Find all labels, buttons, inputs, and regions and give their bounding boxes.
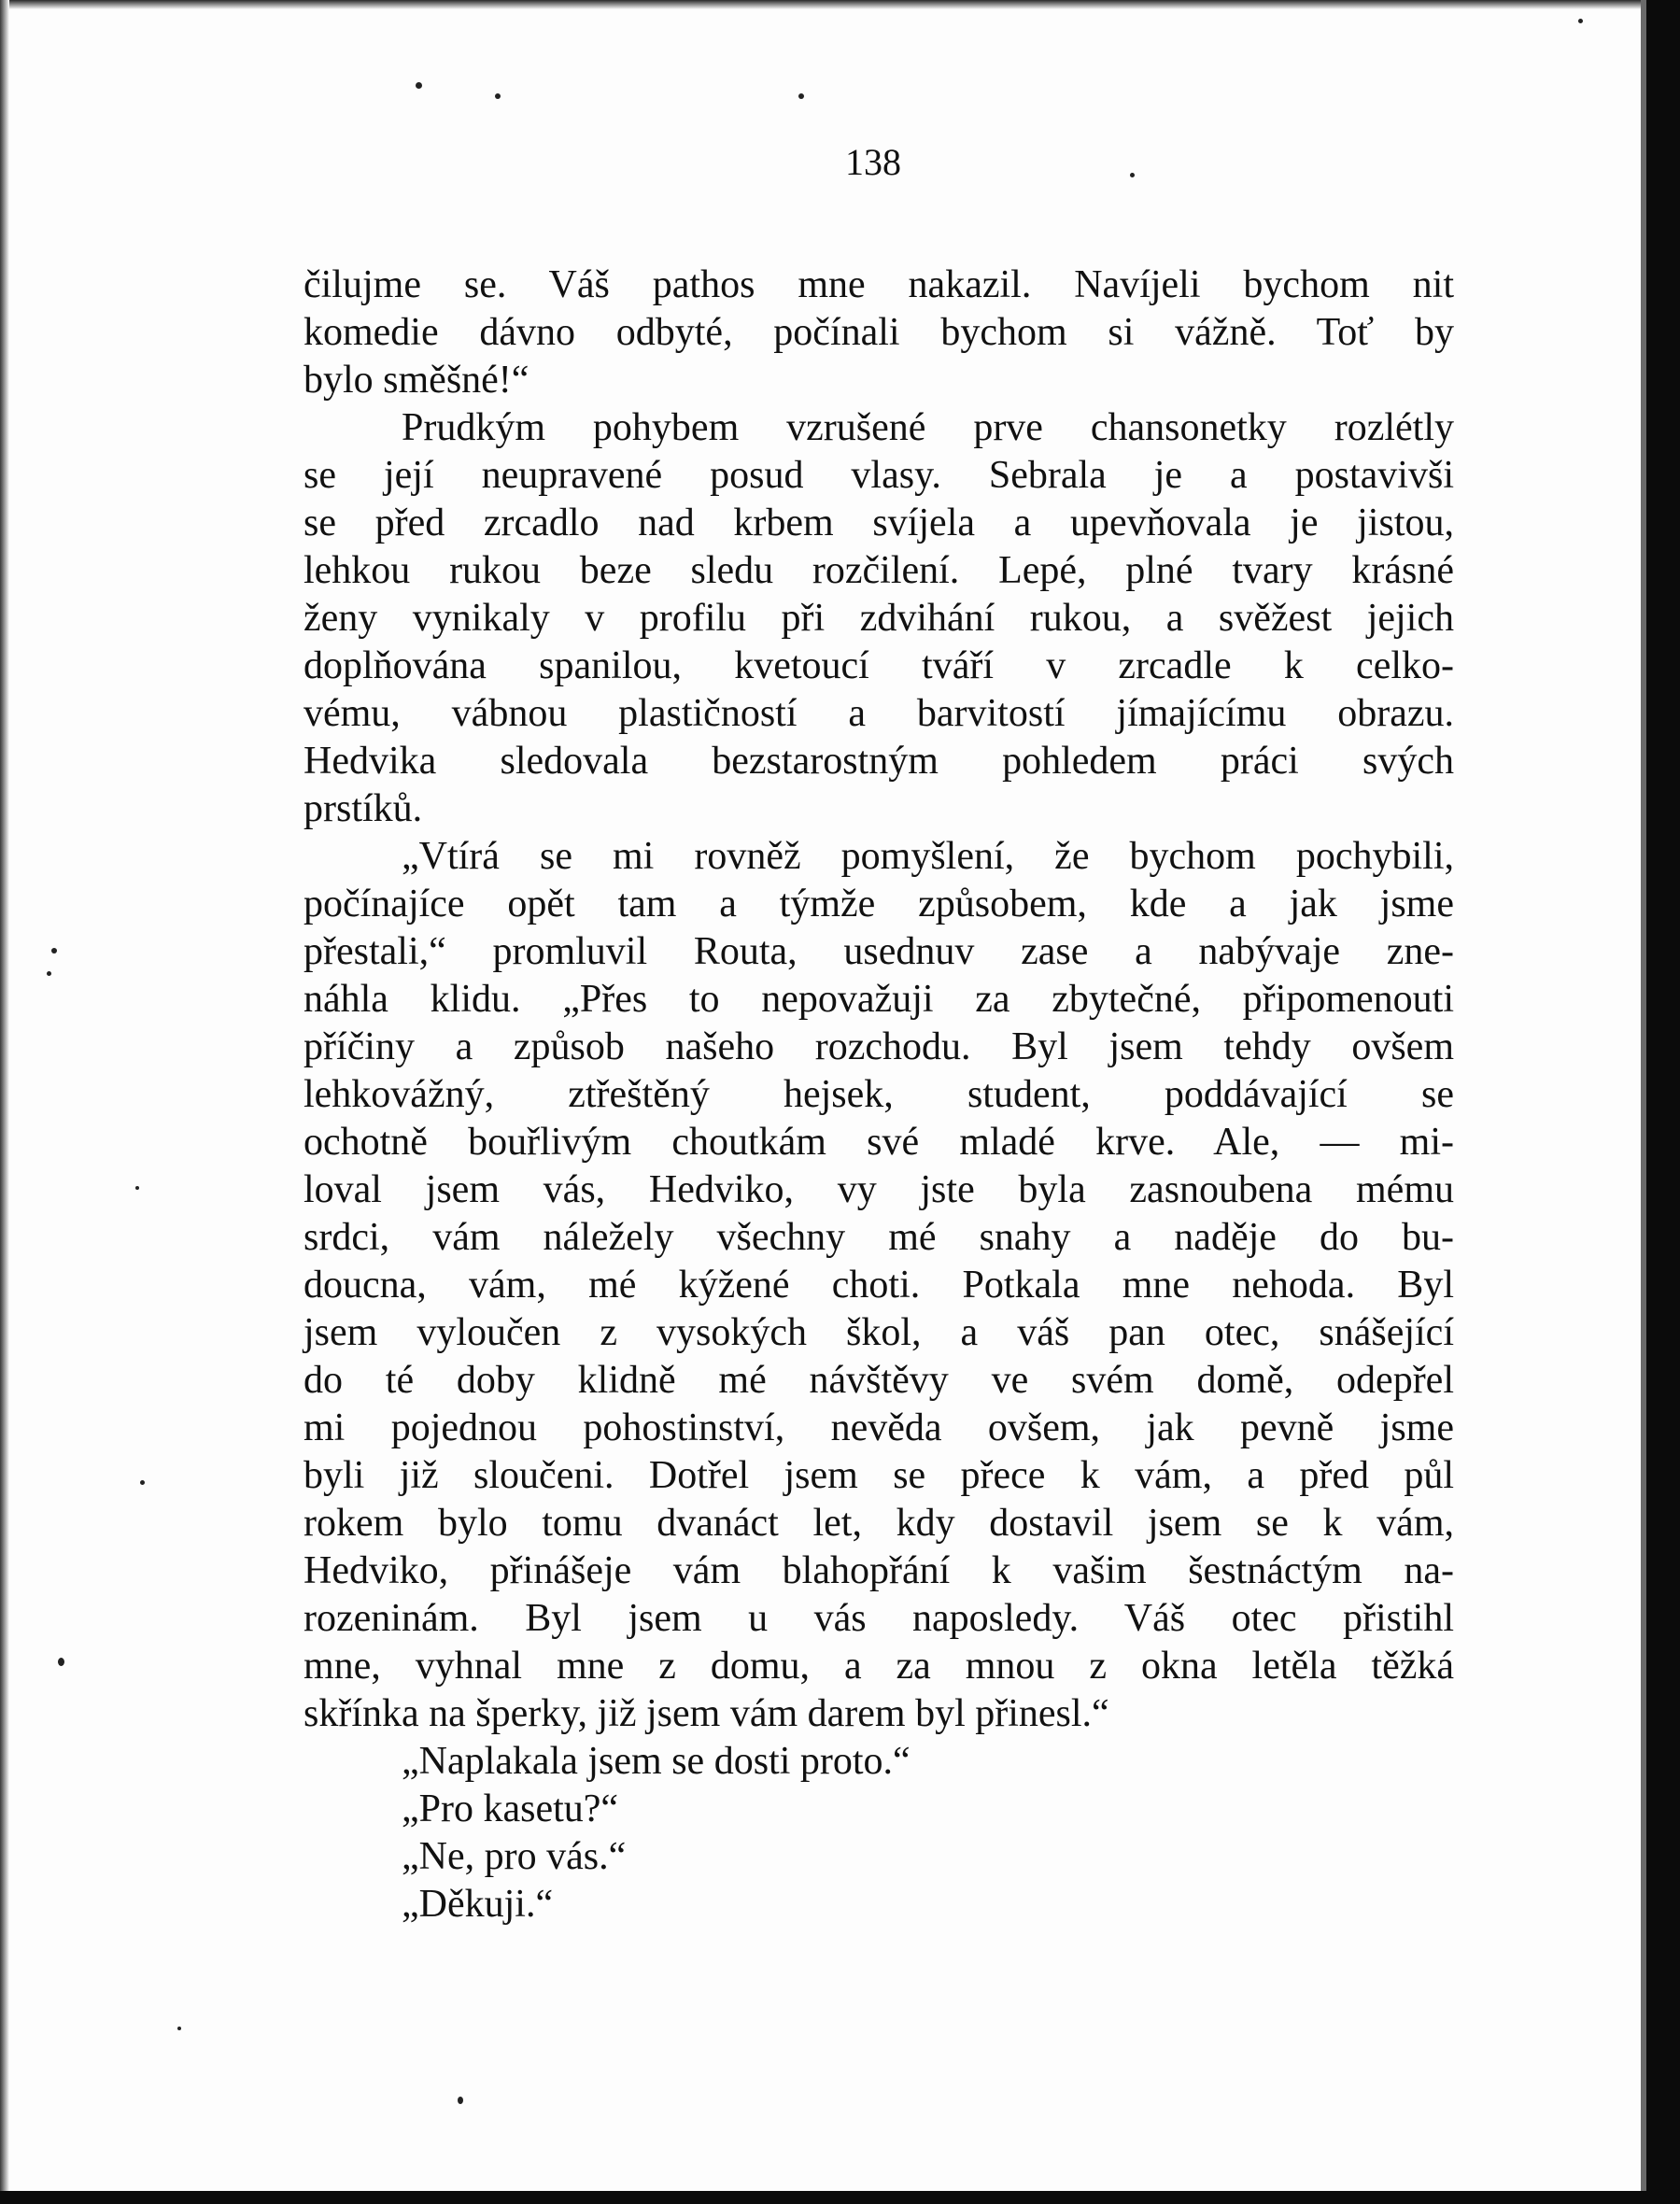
dialogue-line: „Ne, pro vás.“ — [402, 1835, 627, 1878]
body-text — [304, 261, 1454, 1928]
text-line: Hedvika sledovala bezstarostným pohledem práci svých — [304, 740, 1454, 783]
text-line: bylo směšné!“ — [304, 359, 529, 402]
text-line: loval jsem vás, Hedviko, vy jste byla zasnoubena mému — [304, 1168, 1454, 1211]
text-line: jsem vyloučen z vysokých škol, a váš pan otec, snášející — [304, 1311, 1454, 1354]
text-line: vému, vábnou plastičností a barvitostí jímajícímu obrazu. — [304, 692, 1454, 735]
dust-speck — [177, 2027, 181, 2030]
text-line: Hedviko, přinášeje vám blahopřání k vašim šestnáctým na- — [304, 1549, 1454, 1592]
dialogue-line: „Děkuji.“ — [402, 1883, 554, 1926]
text-line: ženy vynikaly v profilu při zdvihání rukou, a svěžest jejich — [304, 597, 1454, 640]
dialogue-line: „Naplakala jsem se dosti proto.“ — [402, 1740, 911, 1783]
text-line: lehkovážný, ztřeštěný hejsek, student, poddávající se — [304, 1073, 1454, 1116]
text-line: doucna, vám, mé kýžené choti. Potkala mne nehoda. Byl — [304, 1264, 1454, 1307]
scan-edge-left — [0, 0, 9, 2204]
text-line: přestali,“ promluvil Routa, usednuv zase a nabývaje zne- — [304, 930, 1454, 973]
scan-edge-top — [0, 0, 1680, 9]
dust-speck — [47, 971, 51, 976]
text-line: počínajíce opět tam a týmže způsobem, kde a jak jsme — [304, 883, 1454, 925]
dust-speck — [495, 93, 501, 99]
text-line: se její neupravené posud vlasy. Sebrala je a postavivši — [304, 454, 1454, 497]
text-line: komedie dávno odbyté, počínali bychom si vážně. Toť by — [304, 311, 1454, 354]
dust-speck — [1578, 19, 1583, 23]
scan-edge-right — [1646, 0, 1680, 2204]
text-line: příčiny a způsob našeho rozchodu. Byl jsem tehdy ovšem — [304, 1025, 1454, 1068]
text-line: skřínka na šperky, již jsem vám darem byl přinesl.“ — [304, 1692, 1109, 1735]
text-line: náhla klidu. „Přes to nepovažuji za zbytečné, připomenouti — [304, 978, 1454, 1021]
dust-speck — [416, 82, 422, 89]
text-line: rokem bylo tomu dvanáct let, kdy dostavil jsem se k vám, — [304, 1502, 1454, 1545]
text-line: čilujme se. Váš pathos mne nakazil. Navíjeli bychom nit — [304, 263, 1454, 306]
text-line: mne, vyhnal mne z domu, a za mnou z okna letěla těžká — [304, 1645, 1454, 1688]
text-line: srdci, vám náležely všechny mé snahy a naděje do bu- — [304, 1216, 1454, 1259]
text-line: rozeninám. Byl jsem u vás naposledy. Váš otec přistihl — [304, 1597, 1454, 1640]
text-line: prstíků. — [304, 787, 423, 830]
dust-speck — [135, 1186, 139, 1190]
text-line: byli již sloučeni. Dotřel jsem se přece k vám, a před půl — [304, 1454, 1454, 1497]
dust-speck — [798, 93, 804, 99]
scan-edge-bottom — [0, 2191, 1680, 2204]
text-line: doplňována spanilou, kvetoucí tváří v zrcadle k celko- — [304, 644, 1454, 687]
dialogue-line: „Pro kasetu?“ — [402, 1787, 619, 1830]
page-number: 138 — [845, 141, 901, 183]
text-line: Prudkým pohybem vzrušené prve chansonetky rozlétly — [402, 406, 1454, 449]
dust-speck — [51, 948, 57, 954]
dust-speck — [140, 1480, 145, 1485]
dust-speck — [58, 1658, 64, 1666]
text-line: do té doby klidně mé návštěvy ve svém domě, odepřel — [304, 1359, 1454, 1402]
text-line: lehkou rukou beze sledu rozčilení. Lepé, plné tvary krásné — [304, 549, 1454, 592]
text-line: se před zrcadlo nad krbem svíjela a upevňovala je jistou, — [304, 502, 1454, 544]
text-line: „Vtírá se mi rovněž pomyšlení, že bychom pochybili, — [402, 835, 1454, 878]
dust-speck — [458, 2097, 463, 2104]
text-line: ochotně bouřlivým choutkám své mladé krve. Ale, — mi- — [304, 1121, 1454, 1164]
text-line: mi pojednou pohostinství, nevěda ovšem, jak pevně jsme — [304, 1406, 1454, 1449]
